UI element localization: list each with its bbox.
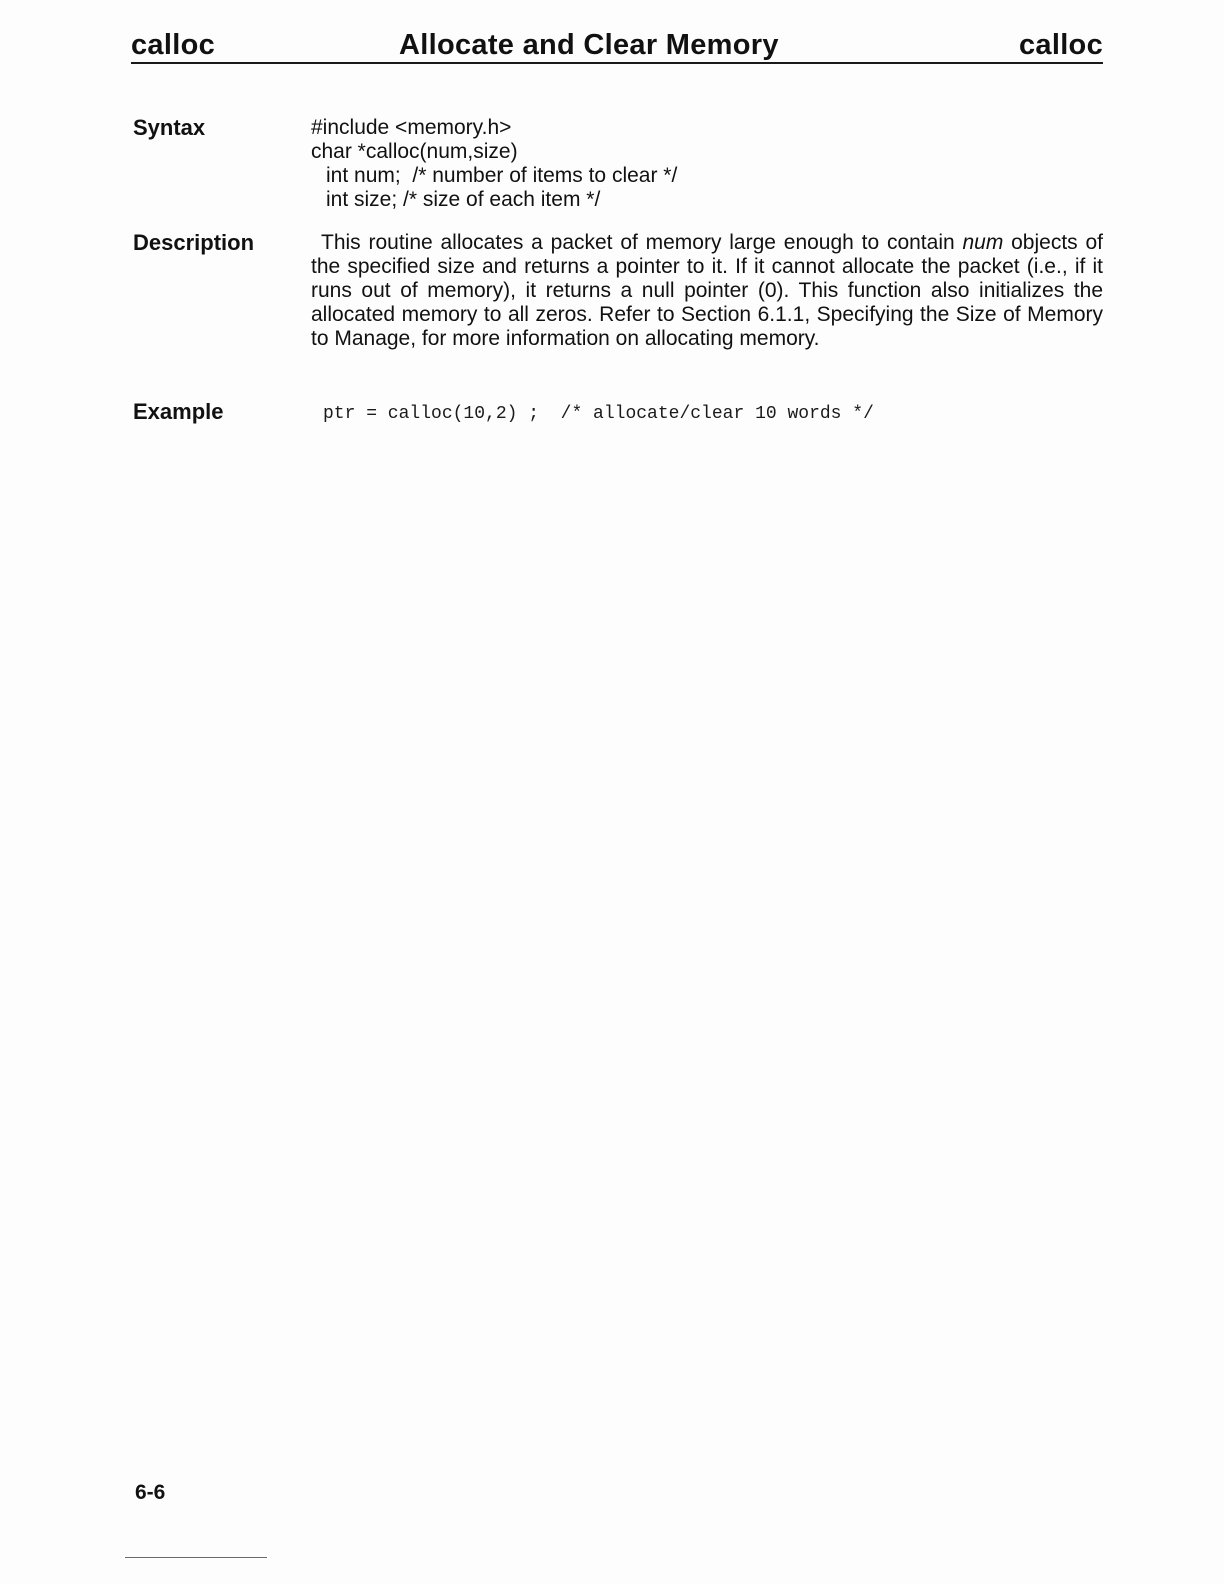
syntax-line-num-param: int num; /* number of items to clear */ [326,164,678,187]
syntax-label: Syntax [133,115,206,140]
description-label: Description [133,230,255,255]
header-center-title: Allocate and Clear Memory [399,29,779,61]
syntax-line-signature: char *calloc(num,size) [311,140,518,163]
description-text-end: objects of the specified size and returns a pointer to it. If it cannot allocate the packet (i.e., if it runs out of memory), it returns a null pointer (0). This function also initializes the allocated memory to all zeros. Refer to Section 6.1.1, Specifying the Size of Memory to Manage, for more information on allocating memory. [311,231,1103,350]
header-left-title: calloc [131,29,216,61]
syntax-block [311,116,677,212]
description-text-start: This routine allocates a packet of memory large enough to contain [321,231,963,254]
syntax-line-include: #include <memory.h> [311,116,512,139]
description-paragraph [311,231,1103,351]
example-label: Example [133,399,224,424]
description-emphasis: num [962,231,1004,254]
syntax-line-size-param: int size; /* size of each item */ [326,188,601,211]
page-header [131,28,1103,64]
footer-rule [125,1557,267,1558]
page-number: 6-6 [135,1481,166,1504]
header-right-title: calloc [1018,29,1103,61]
example-code: ptr = calloc(10,2) ; /* allocate/clear 10 words */ [323,404,874,424]
